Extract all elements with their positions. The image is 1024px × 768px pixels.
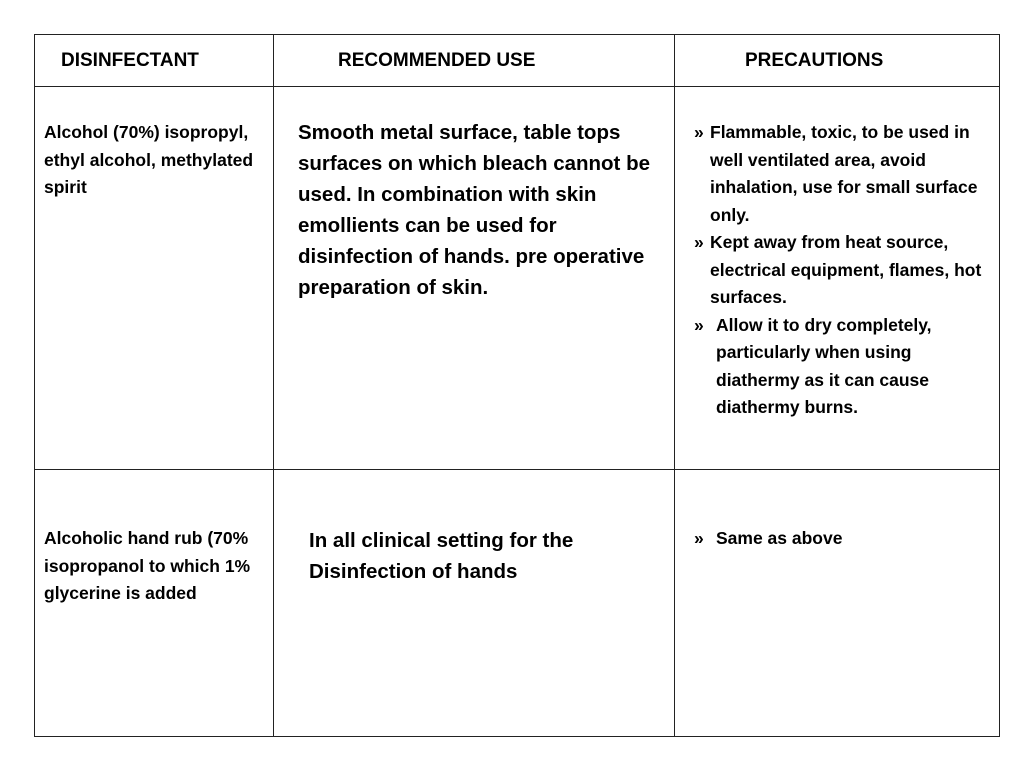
disinfectant-name: Alcohol (70%) isopropyl, ethyl alcohol, methylated spirit bbox=[44, 122, 254, 197]
precaution-item bbox=[694, 119, 993, 229]
precaution-text: Same as above bbox=[716, 528, 843, 548]
table-row bbox=[35, 470, 1000, 737]
precautions-list bbox=[694, 119, 993, 422]
precaution-item bbox=[694, 229, 993, 312]
recommended-use-cell bbox=[274, 87, 675, 470]
bullet-icon: » bbox=[694, 528, 704, 548]
header-row bbox=[35, 35, 1000, 87]
disinfectant-name: Alcoholic hand rub (70% isopropanol to which 1% glycerine is added bbox=[44, 528, 251, 603]
precautions-cell bbox=[675, 87, 1000, 470]
precaution-item bbox=[694, 312, 993, 422]
header-recommended-use: RECOMMENDED USE bbox=[274, 35, 675, 87]
precaution-text: Flammable, toxic, to be used in well ventilated area, avoid inhalation, use for small surface only. bbox=[710, 122, 978, 225]
bullet-icon: » bbox=[694, 232, 704, 252]
precautions-list bbox=[694, 525, 993, 553]
recommended-use-cell bbox=[274, 470, 675, 737]
bullet-icon: » bbox=[694, 314, 704, 335]
disinfectant-cell bbox=[35, 87, 274, 470]
precaution-text: Allow it to dry completely, particularly when using diathermy as it can cause diathermy burns. bbox=[716, 314, 932, 417]
precaution-item bbox=[694, 525, 993, 553]
recommended-use-text: In all clinical setting for the Disinfection of hands bbox=[309, 529, 574, 583]
precaution-text: Kept away from heat source, electrical equipment, flames, hot surfaces. bbox=[710, 232, 982, 307]
header-precautions: PRECAUTIONS bbox=[675, 35, 1000, 87]
header-disinfectant: DISINFECTANT bbox=[35, 35, 274, 87]
precautions-cell bbox=[675, 470, 1000, 737]
recommended-use-text: Smooth metal surface, table tops surfaces on which bleach cannot be used. In combination with skin emollients can be used for disinfection of hands. pre operative preparation of skin. bbox=[298, 121, 651, 299]
disinfectant-table bbox=[34, 34, 1000, 737]
table-row bbox=[35, 87, 1000, 470]
bullet-icon: » bbox=[694, 122, 704, 142]
disinfectant-cell bbox=[35, 470, 274, 737]
